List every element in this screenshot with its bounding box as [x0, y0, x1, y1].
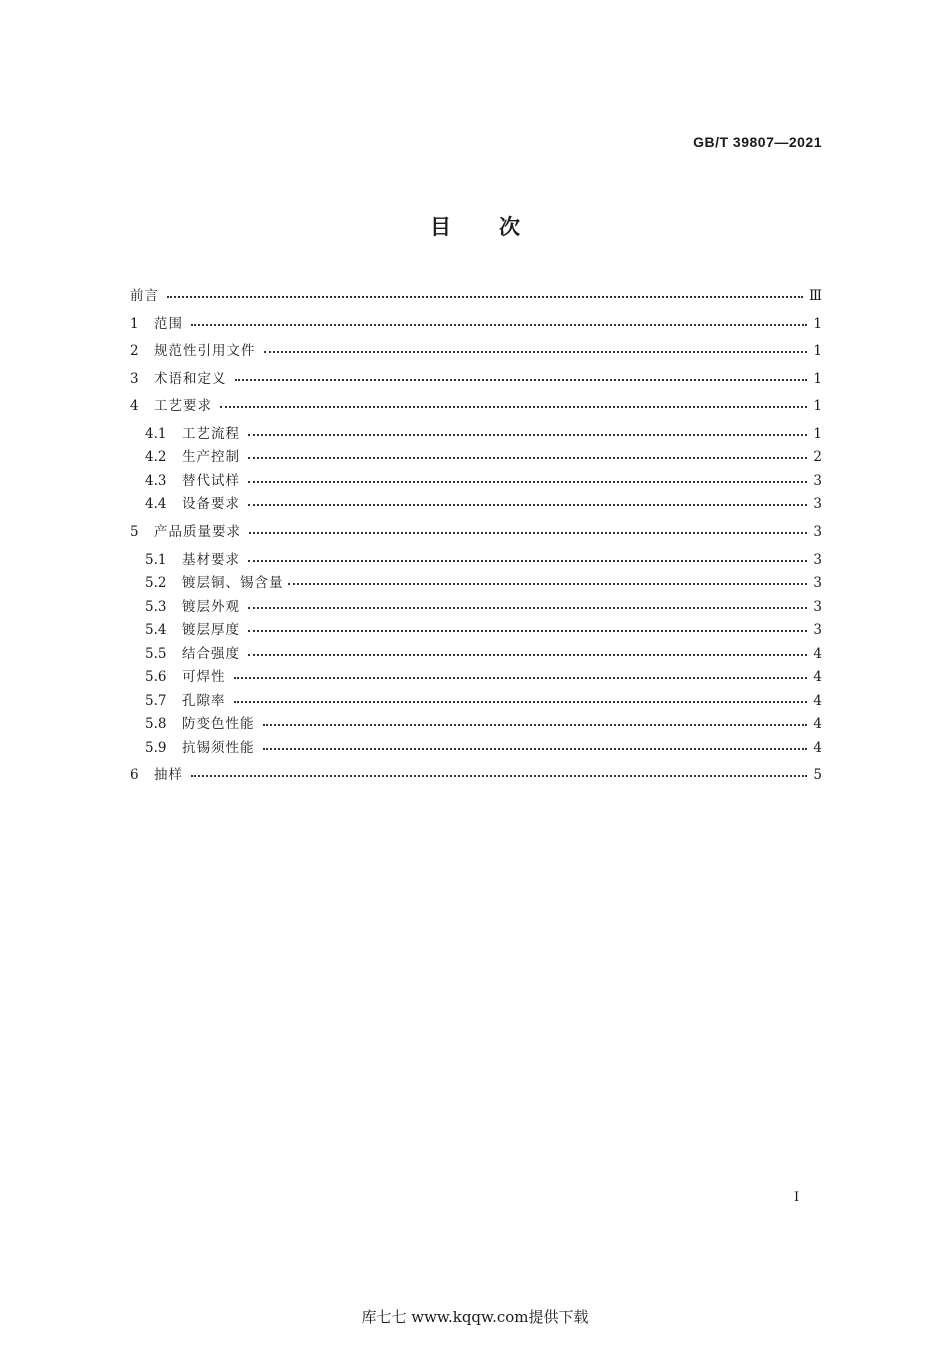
toc-entry-page: 4	[813, 740, 822, 756]
toc-entry-5-7[interactable]	[145, 690, 822, 712]
toc-entry-6[interactable]	[130, 764, 822, 786]
toc-entry-5-8[interactable]	[145, 713, 822, 735]
toc-leader-dots	[248, 607, 807, 609]
toc-entry-label: 术语和定义	[154, 371, 227, 387]
toc-entry-label: 前言	[130, 288, 159, 304]
toc-entry-label: 基材要求	[182, 552, 240, 568]
toc-entry-label: 防变色性能	[182, 716, 255, 732]
toc-entry-number: 1	[130, 316, 139, 332]
toc-entry-number: 5.3	[145, 599, 167, 615]
toc-entry-number: 5.8	[145, 716, 167, 732]
toc-entry-5-3[interactable]	[145, 596, 822, 618]
toc-leader-dots	[234, 677, 808, 679]
toc-entry-page: 3	[813, 599, 822, 615]
toc-entry-5-2[interactable]	[145, 572, 822, 594]
toc-leader-dots	[248, 457, 807, 459]
toc-entry-4-1[interactable]	[145, 423, 822, 445]
toc-leader-dots	[249, 532, 807, 534]
toc-leader-dots	[264, 351, 808, 353]
toc-entry-label: 规范性引用文件	[154, 343, 256, 359]
toc-leader-dots	[248, 434, 807, 436]
toc-entry-label: 可焊性	[182, 669, 226, 685]
toc-entry-page: 1	[813, 371, 822, 387]
toc-entry-page: 2	[813, 449, 822, 465]
toc-entry-5-1[interactable]	[145, 549, 822, 571]
toc-entry-number: 5.9	[145, 740, 167, 756]
toc-entry-page: 1	[813, 426, 822, 442]
toc-entry-page: 3	[813, 473, 822, 489]
toc-entry-5-4[interactable]	[145, 619, 822, 641]
footer-watermark-text: 库七七 www.kqqw.com提供下载	[361, 1308, 589, 1326]
toc-entry-5-5[interactable]	[145, 643, 822, 665]
toc-entry-page: 4	[813, 669, 822, 685]
toc-leader-dots	[191, 324, 807, 326]
toc-entry-label: 生产控制	[182, 449, 240, 465]
standard-code: GB/T 39807—2021	[693, 134, 822, 150]
toc-entry-label: 设备要求	[182, 496, 240, 512]
toc-entry-label: 结合强度	[182, 646, 240, 662]
toc-entry-number: 2	[130, 343, 139, 359]
toc-entry-label: 范围	[154, 316, 183, 332]
toc-entry-page: 3	[813, 496, 822, 512]
toc-entry-number: 4	[130, 398, 139, 414]
toc-entry-3[interactable]	[130, 368, 822, 390]
toc-entry-label: 产品质量要求	[154, 524, 241, 540]
toc-entry-label: 孔隙率	[182, 693, 226, 709]
toc-entry-page: 1	[813, 316, 822, 332]
toc-entry-page: 3	[813, 622, 822, 638]
toc-entry-number: 5.1	[145, 552, 167, 568]
toc-entry-number: 4.3	[145, 473, 167, 489]
toc-leader-dots	[263, 724, 808, 726]
toc-entry-label: 工艺要求	[154, 398, 212, 414]
toc-entry-page: 5	[813, 767, 822, 783]
toc-leader-dots	[248, 630, 807, 632]
toc-entry-page: 3	[813, 552, 822, 568]
toc-leader-dots	[235, 379, 808, 381]
toc-entry-number: 5.5	[145, 646, 167, 662]
toc-entry-page: 4	[813, 716, 822, 732]
toc-leader-dots	[191, 775, 807, 777]
toc-entry-number: 5	[130, 524, 139, 540]
toc-entry-label: 镀层厚度	[182, 622, 240, 638]
toc-entry-page: Ⅲ	[808, 288, 822, 304]
toc-entry-5-9[interactable]	[145, 737, 822, 759]
toc-leader-dots	[263, 748, 808, 750]
toc-leader-dots	[167, 296, 803, 298]
toc-entry-page: 1	[813, 398, 822, 414]
toc-entry-label: 镀层铜、锡含量	[182, 575, 284, 591]
toc-entry-number: 5.2	[145, 575, 167, 591]
toc-entry-page: 3	[813, 575, 822, 591]
toc-entry-5-6[interactable]	[145, 666, 822, 688]
toc-entry-label: 抽样	[154, 767, 183, 783]
page-number: I	[794, 1190, 800, 1205]
toc-entry-page: 1	[813, 343, 822, 359]
toc-title: 目次	[430, 215, 568, 239]
toc-leader-dots	[248, 654, 807, 656]
toc-entry-number: 5.6	[145, 669, 167, 685]
toc-leader-dots	[248, 504, 807, 506]
toc-entry-label: 替代试样	[182, 473, 240, 489]
toc-entry-number: 3	[130, 371, 139, 387]
toc-leader-dots	[288, 583, 808, 585]
toc-entry-number: 5.4	[145, 622, 167, 638]
toc-leader-dots	[248, 560, 807, 562]
toc-entry-page: 4	[813, 693, 822, 709]
toc-entry-2[interactable]	[130, 340, 822, 362]
toc-leader-dots	[220, 406, 807, 408]
toc-entry-number: 6	[130, 767, 139, 783]
toc-entry-label: 抗锡须性能	[182, 740, 255, 756]
toc-entry-number: 4.2	[145, 449, 167, 465]
toc-entry-label: 工艺流程	[182, 426, 240, 442]
toc-entry-number: 4.1	[145, 426, 167, 442]
toc-leader-dots	[248, 481, 807, 483]
toc-entry-4[interactable]	[130, 395, 822, 417]
toc-entry-foreword[interactable]	[130, 285, 822, 307]
toc-entry-number: 4.4	[145, 496, 167, 512]
toc-entry-4-2[interactable]	[145, 446, 822, 468]
toc-entry-4-4[interactable]	[145, 493, 822, 515]
toc-entry-4-3[interactable]	[145, 470, 822, 492]
toc-entry-1[interactable]	[130, 313, 822, 335]
toc-entry-page: 3	[813, 524, 822, 540]
toc-entry-number: 5.7	[145, 693, 167, 709]
toc-entry-label: 镀层外观	[182, 599, 240, 615]
toc-entry-page: 4	[813, 646, 822, 662]
toc-entry-5[interactable]	[130, 521, 822, 543]
toc-leader-dots	[234, 701, 808, 703]
